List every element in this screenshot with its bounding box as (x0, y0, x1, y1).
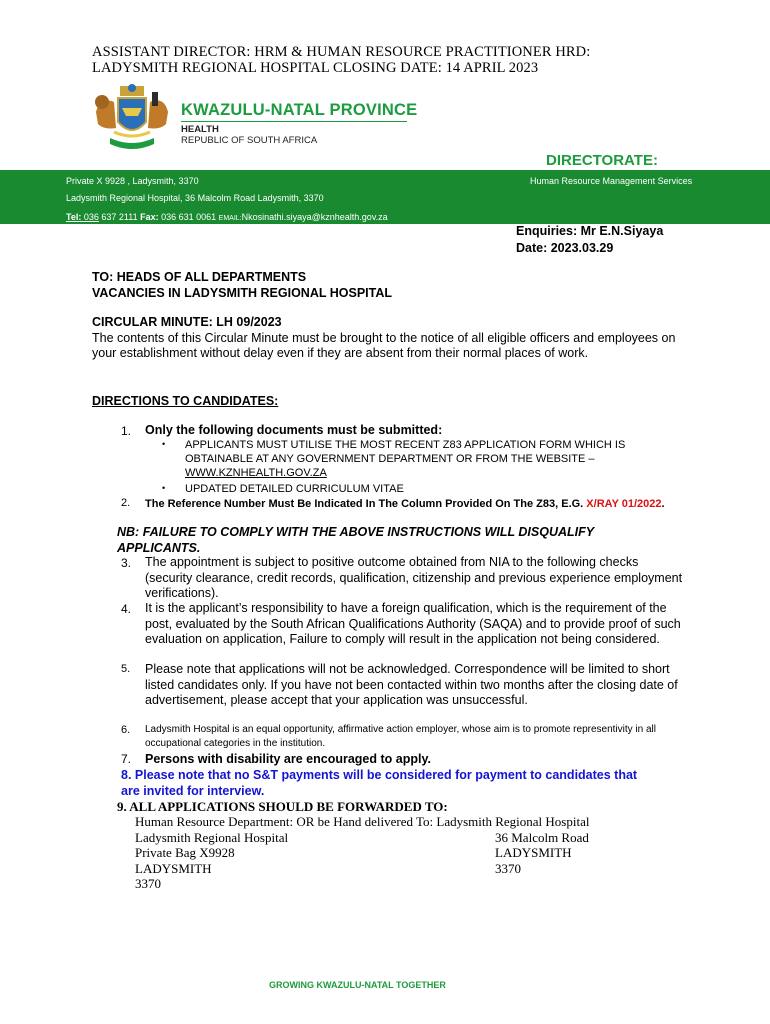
address-intro: Human Resource Department: OR be Hand delivered To: Ladysmith Regional Hospital (135, 814, 590, 829)
reference-example: X/RAY 01/2022 (586, 498, 662, 510)
directorate-label: DIRECTORATE: (546, 152, 658, 169)
memo-addressee (92, 269, 392, 301)
postal-address-line: Private Bag X9928 (135, 845, 235, 860)
province-name: KWAZULU-NATAL PROVINCE (181, 101, 418, 119)
bullet-icon: • (162, 439, 166, 449)
item-disability: Persons with disability are encouraged to apply. (145, 752, 431, 766)
postal-address: Private X 9928 , Ladysmith, 3370 (66, 176, 199, 186)
tel-number: 637 2111 (98, 212, 141, 222)
item-documents: Only the following documents must be submitted: (145, 423, 443, 437)
physical-address: Ladysmith Regional Hospital, 36 Malcolm Road Ladysmith, 3370 (66, 193, 324, 203)
bullet-cv: UPDATED DETAILED CURRICULUM VITAE (185, 483, 404, 495)
country-name: REPUBLIC OF SOUTH AFRICA (181, 135, 318, 146)
directorate-name: Human Resource Management Services (530, 176, 693, 186)
item-foreign-qualification: It is the applicant’s responsibility to have a foreign qualification, which is the requirement of the post, evaluated by the South African Qualifications Authority (SAQA) and to provide proof of such evaluation on application, Failure to comply will result in the application not being considered. (145, 601, 681, 646)
item-number: 4. (121, 602, 132, 616)
document-title (92, 44, 732, 76)
item-forward-applications: 9. ALL APPLICATIONS SHOULD BE FORWARDED TO: (117, 799, 448, 814)
email-address: Nkosinathi.siyaya@kznhealth.gov.za (241, 212, 388, 222)
fax-label: Fax: (140, 212, 159, 222)
address-row (135, 861, 589, 877)
bullet-z83 (185, 438, 685, 480)
item-nia-checks: The appointment is subject to positive outcome obtained from NIA to the following checks (security clearance, credit records, qualification, citizenship and previous experience employment verifications). (145, 555, 683, 600)
title-line-2: LADYSMITH REGIONAL HOSPITAL CLOSING DATE: 14 APRIL 2023 (92, 60, 539, 76)
address-row (135, 876, 589, 892)
item-reference-text: The Reference Number Must Be Indicated In The Column Provided On The Z83, E.G. (145, 498, 587, 510)
memo-date: Date: 2023.03.29 (516, 241, 614, 255)
circular-minute (92, 315, 692, 362)
item-reference-end: . (661, 498, 665, 510)
directions-heading: DIRECTIONS TO CANDIDATES: (92, 394, 279, 408)
tel-prefix: 036 (81, 212, 99, 222)
hand-delivery-line: LADYSMITH (495, 845, 572, 860)
enquiries-block (516, 223, 663, 257)
item-number: 6. (121, 724, 131, 736)
footer-slogan: GROWING KWAZULU-NATAL TOGETHER (269, 980, 446, 990)
nb-warning: NB: FAILURE TO COMPLY WITH THE ABOVE INSTRUCTIONS WILL DISQUALIFY APPLICANTS. (117, 525, 594, 555)
circular-body: The contents of this Circular Minute must be brought to the notice of all eligible officers and employees on your establishment without delay even if they are absent from their normal places of work. (92, 330, 676, 360)
postal-address-line: 3370 (135, 876, 161, 891)
email-label: EMAIL: (218, 215, 242, 222)
postal-address-line: LADYSMITH (135, 860, 212, 876)
address-row (135, 830, 589, 846)
title-line-1: ASSISTANT DIRECTOR: HRM & HUMAN RESOURCE PRACTITIONER HRD: (92, 44, 591, 60)
memo-to: TO: HEADS OF ALL DEPARTMENTS (92, 270, 307, 284)
fax-number: 036 631 0061 (158, 212, 219, 222)
item-reference (145, 497, 685, 511)
postal-address-line: Ladysmith Regional Hospital (135, 829, 289, 845)
bullet-z83-text: APPLICANTS MUST UTILISE THE MOST RECENT Z83 APPLICATION FORM WHICH IS OBTAINABLE AT ANY GOVERNMENT DEPARTMENT OR FROM THE WEBSITE – (185, 439, 626, 465)
item-number: 1. (121, 424, 132, 438)
department-name: HEALTH (181, 124, 219, 135)
bullet-icon: • (162, 483, 166, 493)
logo-divider (181, 121, 407, 122)
item-acknowledgement: Please note that applications will not be acknowledged. Correspondence will be limited to short listed candidates only. If you have not been contacted within two months after the closing date of advertisement, please accept that your application was unsuccessful. (145, 662, 678, 707)
tel-label: Tel: (66, 212, 82, 222)
item-number: 7. (121, 752, 132, 766)
item-equal-opportunity: Ladysmith Hospital is an equal opportunity, affirmative action employer, whose aim is to promote representivity in all occupational categories in the institution. (145, 724, 656, 749)
item-number: 2. (121, 497, 131, 509)
circular-title: CIRCULAR MINUTE: LH 09/2023 (92, 315, 282, 329)
contact-band (0, 170, 770, 224)
item-number: 5. (121, 663, 131, 675)
contact-line (66, 212, 388, 222)
kzn-coat-of-arms (90, 82, 174, 154)
website-link[interactable]: WWW.KZNHEALTH.GOV.ZA (185, 467, 327, 479)
item-snt-payments: 8. Please note that no S&T payments will be considered for payment to candidates that are invited for interview. (121, 768, 638, 798)
hand-delivery-line: 3370 (495, 860, 521, 876)
enquiries-contact: Enquiries: Mr E.N.Siyaya (516, 224, 664, 238)
application-addresses (135, 814, 589, 892)
hand-delivery-line: 36 Malcolm Road (495, 829, 589, 845)
item-number: 3. (121, 556, 132, 570)
memo-subject: VACANCIES IN LADYSMITH REGIONAL HOSPITAL (92, 286, 393, 300)
address-row (135, 845, 589, 861)
